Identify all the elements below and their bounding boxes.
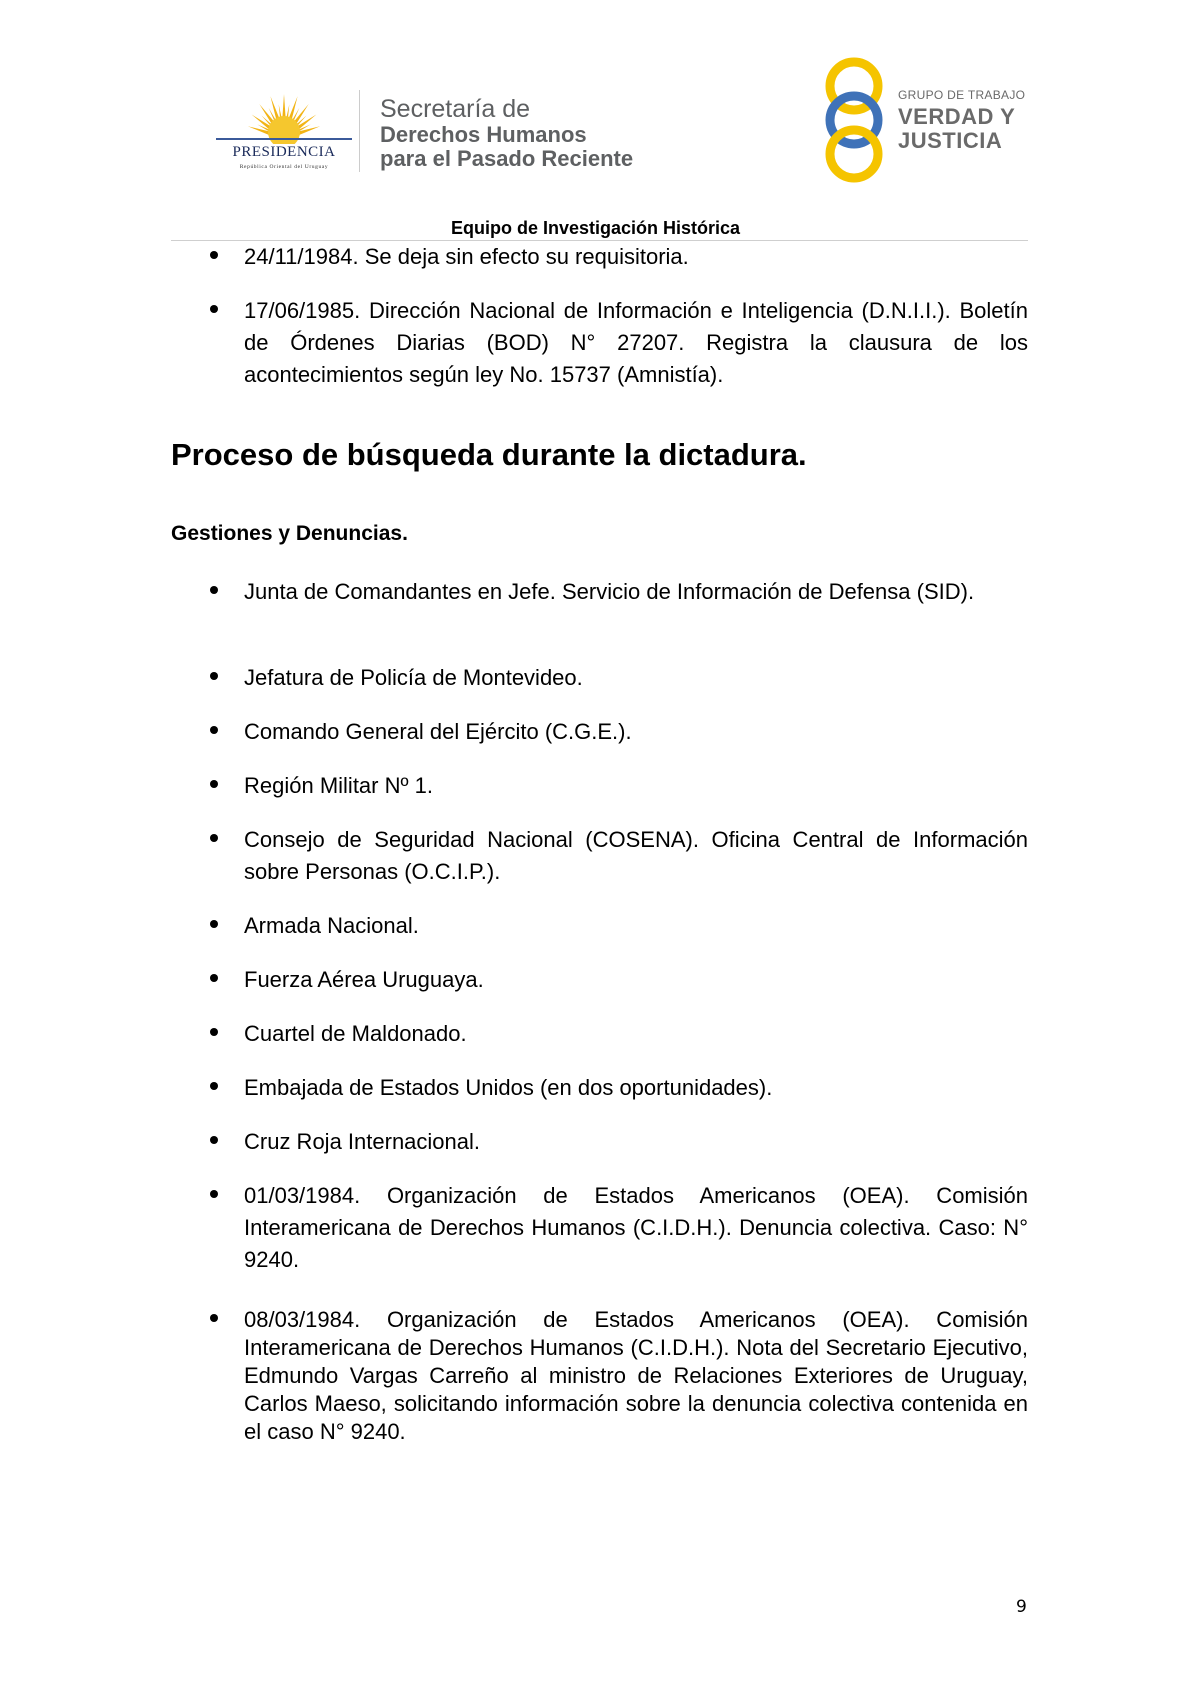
bullet-icon xyxy=(207,1134,221,1148)
page-number: 9 xyxy=(1016,1597,1027,1617)
subsection-title: Gestiones y Denuncias. xyxy=(171,522,408,545)
list-item: Junta de Comandantes en Jefe. Servicio de Información de Defensa (SID). xyxy=(244,579,975,604)
list-item: 17/06/1985. Dirección Nacional de Información e Inteligencia (D.N.I.I.). Boletín de Órdenes Diarias (BOD) N° 27207. Registra la clausura de los acontecimientos según ley No. 15737 (Amnistía). xyxy=(244,298,1028,387)
list-item: Fuerza Aérea Uruguaya. xyxy=(244,967,484,992)
secretaria-line1: Secretaría de xyxy=(380,95,531,123)
bullet-icon xyxy=(207,584,221,598)
list-item: Cuartel de Maldonado. xyxy=(244,1021,467,1046)
linked-rings-icon xyxy=(820,56,890,184)
running-title: Equipo de Investigación Histórica xyxy=(450,218,741,238)
list-item: Comando General del Ejército (C.G.E.). xyxy=(244,719,632,744)
list-item: 01/03/1984. Organización de Estados Americanos (OEA). Comisión Interamericana de Derechos Humanos (C.I.D.H.). Denuncia colectiva. Caso: N° 9240. xyxy=(244,1183,1028,1272)
bullet-icon xyxy=(207,778,221,792)
bullet-icon xyxy=(207,670,221,684)
secretaria-line2: Derechos Humanos xyxy=(380,122,587,147)
page-header xyxy=(0,0,1191,245)
bullet-icon xyxy=(207,972,221,986)
bullet-icon xyxy=(207,918,221,932)
list-item: Jefatura de Policía de Montevideo. xyxy=(244,665,583,690)
logo-divider xyxy=(359,90,360,172)
verdad-justicia-small: GRUPO DE TRABAJO xyxy=(898,88,1026,102)
bullet-icon xyxy=(207,303,221,317)
bullet-icon xyxy=(207,1026,221,1040)
bullet-icon xyxy=(207,1312,221,1326)
sun-icon xyxy=(210,88,358,144)
list-item: Embajada de Estados Unidos (en dos oportunidades). xyxy=(244,1075,773,1100)
list-item: 08/03/1984. Organización de Estados Americanos (OEA). Comisión Interamericana de Derechos Humanos (C.I.D.H.). Nota del Secretario Ejecutivo, Edmundo Vargas Carreño al ministro de Relaciones Exteriores de Uruguay, Carlos Maeso, solicitando información sobre la denuncia colectiva contenida en el caso N° 9240. xyxy=(244,1307,1028,1444)
list-item: 24/11/1984. Se deja sin efecto su requisitoria. xyxy=(244,244,689,269)
bullet-icon xyxy=(207,724,221,738)
presidencia-logo xyxy=(210,88,370,174)
presidencia-subtitle: República Oriental del Uruguay xyxy=(239,164,329,170)
verdad-justicia-line2: JUSTICIA xyxy=(898,128,1003,153)
list-item: Cruz Roja Internacional. xyxy=(244,1129,481,1154)
presidencia-name: PRESIDENCIA xyxy=(232,144,336,160)
secretaria-logo xyxy=(380,96,633,171)
bullet-icon xyxy=(207,249,221,263)
bullet-icon xyxy=(207,832,221,846)
verdad-justicia-line1: VERDAD Y xyxy=(898,104,1016,129)
list-item: Región Militar Nº 1. xyxy=(244,773,433,798)
list-item: Armada Nacional. xyxy=(244,913,419,938)
list-item: Consejo de Seguridad Nacional (COSENA). Oficina Central de Información sobre Personas (O.C.I.P.). xyxy=(244,827,1028,884)
secretaria-line3: para el Pasado Reciente xyxy=(380,146,634,171)
section-title: Proceso de búsqueda durante la dictadura. xyxy=(171,437,807,472)
verdad-justicia-logo xyxy=(820,56,1040,184)
bullet-icon xyxy=(207,1188,221,1202)
bullet-icon xyxy=(207,1080,221,1094)
